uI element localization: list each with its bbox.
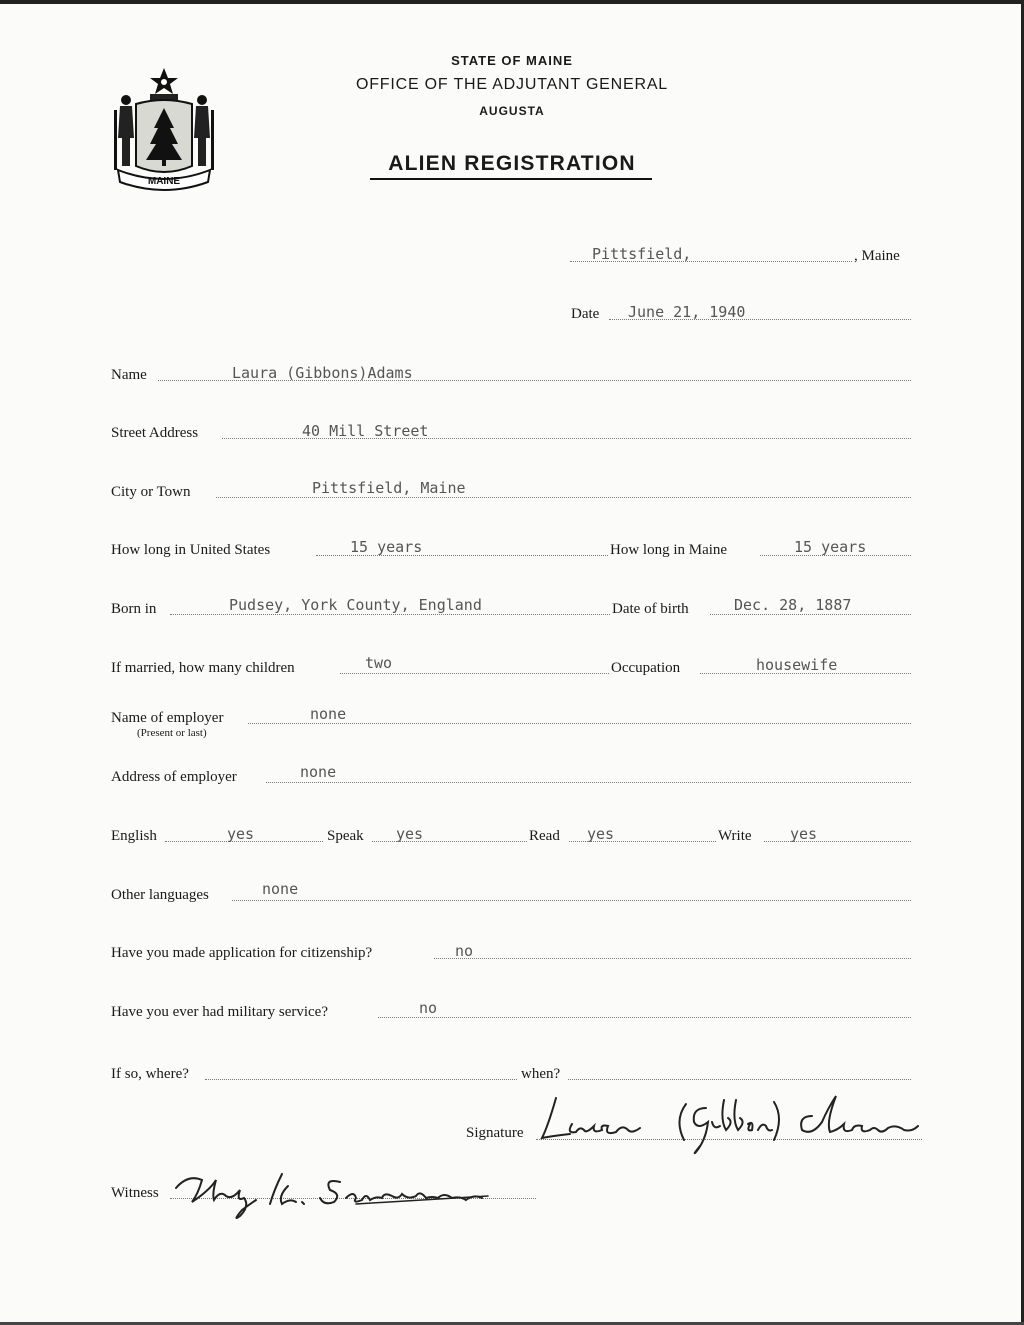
city-line bbox=[216, 497, 911, 498]
name-label: Name bbox=[111, 367, 147, 383]
years-maine-value: 15 years bbox=[794, 538, 867, 556]
employer-label: Name of employer bbox=[111, 710, 224, 726]
years-maine-label: How long in Maine bbox=[610, 542, 728, 558]
born-in-value: Pudsey, York County, England bbox=[229, 596, 482, 614]
other-languages-label: Other languages bbox=[111, 887, 209, 903]
employer-address-line bbox=[266, 782, 911, 783]
date-label: Date bbox=[571, 306, 600, 322]
children-value: two bbox=[365, 654, 393, 672]
witness-label: Witness bbox=[111, 1185, 159, 1201]
born-in-label: Born in bbox=[111, 601, 157, 617]
speak-label: Speak bbox=[327, 828, 364, 844]
write-label: Write bbox=[718, 828, 752, 844]
employer-sublabel: (Present or last) bbox=[137, 727, 207, 739]
read-label: Read bbox=[529, 828, 560, 844]
occupation-label: Occupation bbox=[611, 660, 681, 676]
scan-edge-top bbox=[0, 0, 1024, 4]
name-value: Laura (Gibbons)Adams bbox=[232, 364, 413, 382]
form-title: ALIEN REGISTRATION bbox=[388, 152, 636, 175]
birth-date-line bbox=[710, 614, 911, 615]
children-line bbox=[340, 673, 609, 674]
where-label: If so, where? bbox=[111, 1066, 189, 1082]
write-line bbox=[764, 841, 911, 842]
employer-line bbox=[248, 723, 911, 724]
years-us-label: How long in United States bbox=[111, 542, 271, 558]
location-state-label: , Maine bbox=[854, 248, 900, 264]
years-us-value: 15 years bbox=[350, 538, 423, 556]
birth-date-value: Dec. 28, 1887 bbox=[734, 596, 852, 614]
where-line bbox=[205, 1079, 517, 1080]
english-label: English bbox=[111, 828, 157, 844]
seal-banner-text: MAINE bbox=[147, 176, 181, 187]
children-label: If married, how many children bbox=[111, 660, 295, 676]
employer-address-value: none bbox=[300, 763, 337, 781]
english-value: yes bbox=[227, 825, 255, 843]
date-value: June 21, 1940 bbox=[628, 303, 746, 321]
other-languages-value: none bbox=[262, 880, 299, 898]
when-line bbox=[568, 1079, 911, 1080]
write-value: yes bbox=[790, 825, 818, 843]
location-town-value: Pittsfield, bbox=[592, 245, 692, 263]
employer-address-label: Address of employer bbox=[111, 769, 237, 785]
street-value: 40 Mill Street bbox=[302, 422, 429, 440]
occupation-value: housewife bbox=[756, 656, 838, 674]
title-underline bbox=[370, 178, 652, 180]
employer-value: none bbox=[310, 705, 347, 723]
military-line bbox=[378, 1017, 911, 1018]
military-value: no bbox=[419, 999, 438, 1017]
citizenship-line bbox=[434, 958, 911, 959]
other-languages-line bbox=[232, 900, 911, 901]
birth-date-label: Date of birth bbox=[612, 601, 689, 617]
header-office: OFFICE OF THE ADJUTANT GENERAL bbox=[355, 76, 669, 93]
speak-value: yes bbox=[396, 825, 424, 843]
when-label: when? bbox=[521, 1066, 561, 1082]
citizenship-value: no bbox=[455, 942, 474, 960]
header-state: STATE OF MAINE bbox=[451, 53, 573, 68]
city-label: City or Town bbox=[111, 484, 191, 500]
born-in-line bbox=[170, 614, 610, 615]
read-value: yes bbox=[587, 825, 615, 843]
signature-handwriting-icon bbox=[536, 1086, 926, 1158]
signature-label: Signature bbox=[466, 1125, 524, 1141]
header-city: AUGUSTA bbox=[479, 104, 545, 118]
citizenship-label: Have you made application for citizenship? bbox=[111, 945, 373, 961]
street-label: Street Address bbox=[111, 425, 199, 441]
city-value: Pittsfield, Maine bbox=[312, 479, 466, 497]
military-label: Have you ever had military service? bbox=[111, 1004, 328, 1020]
witness-handwriting-icon bbox=[170, 1160, 500, 1224]
